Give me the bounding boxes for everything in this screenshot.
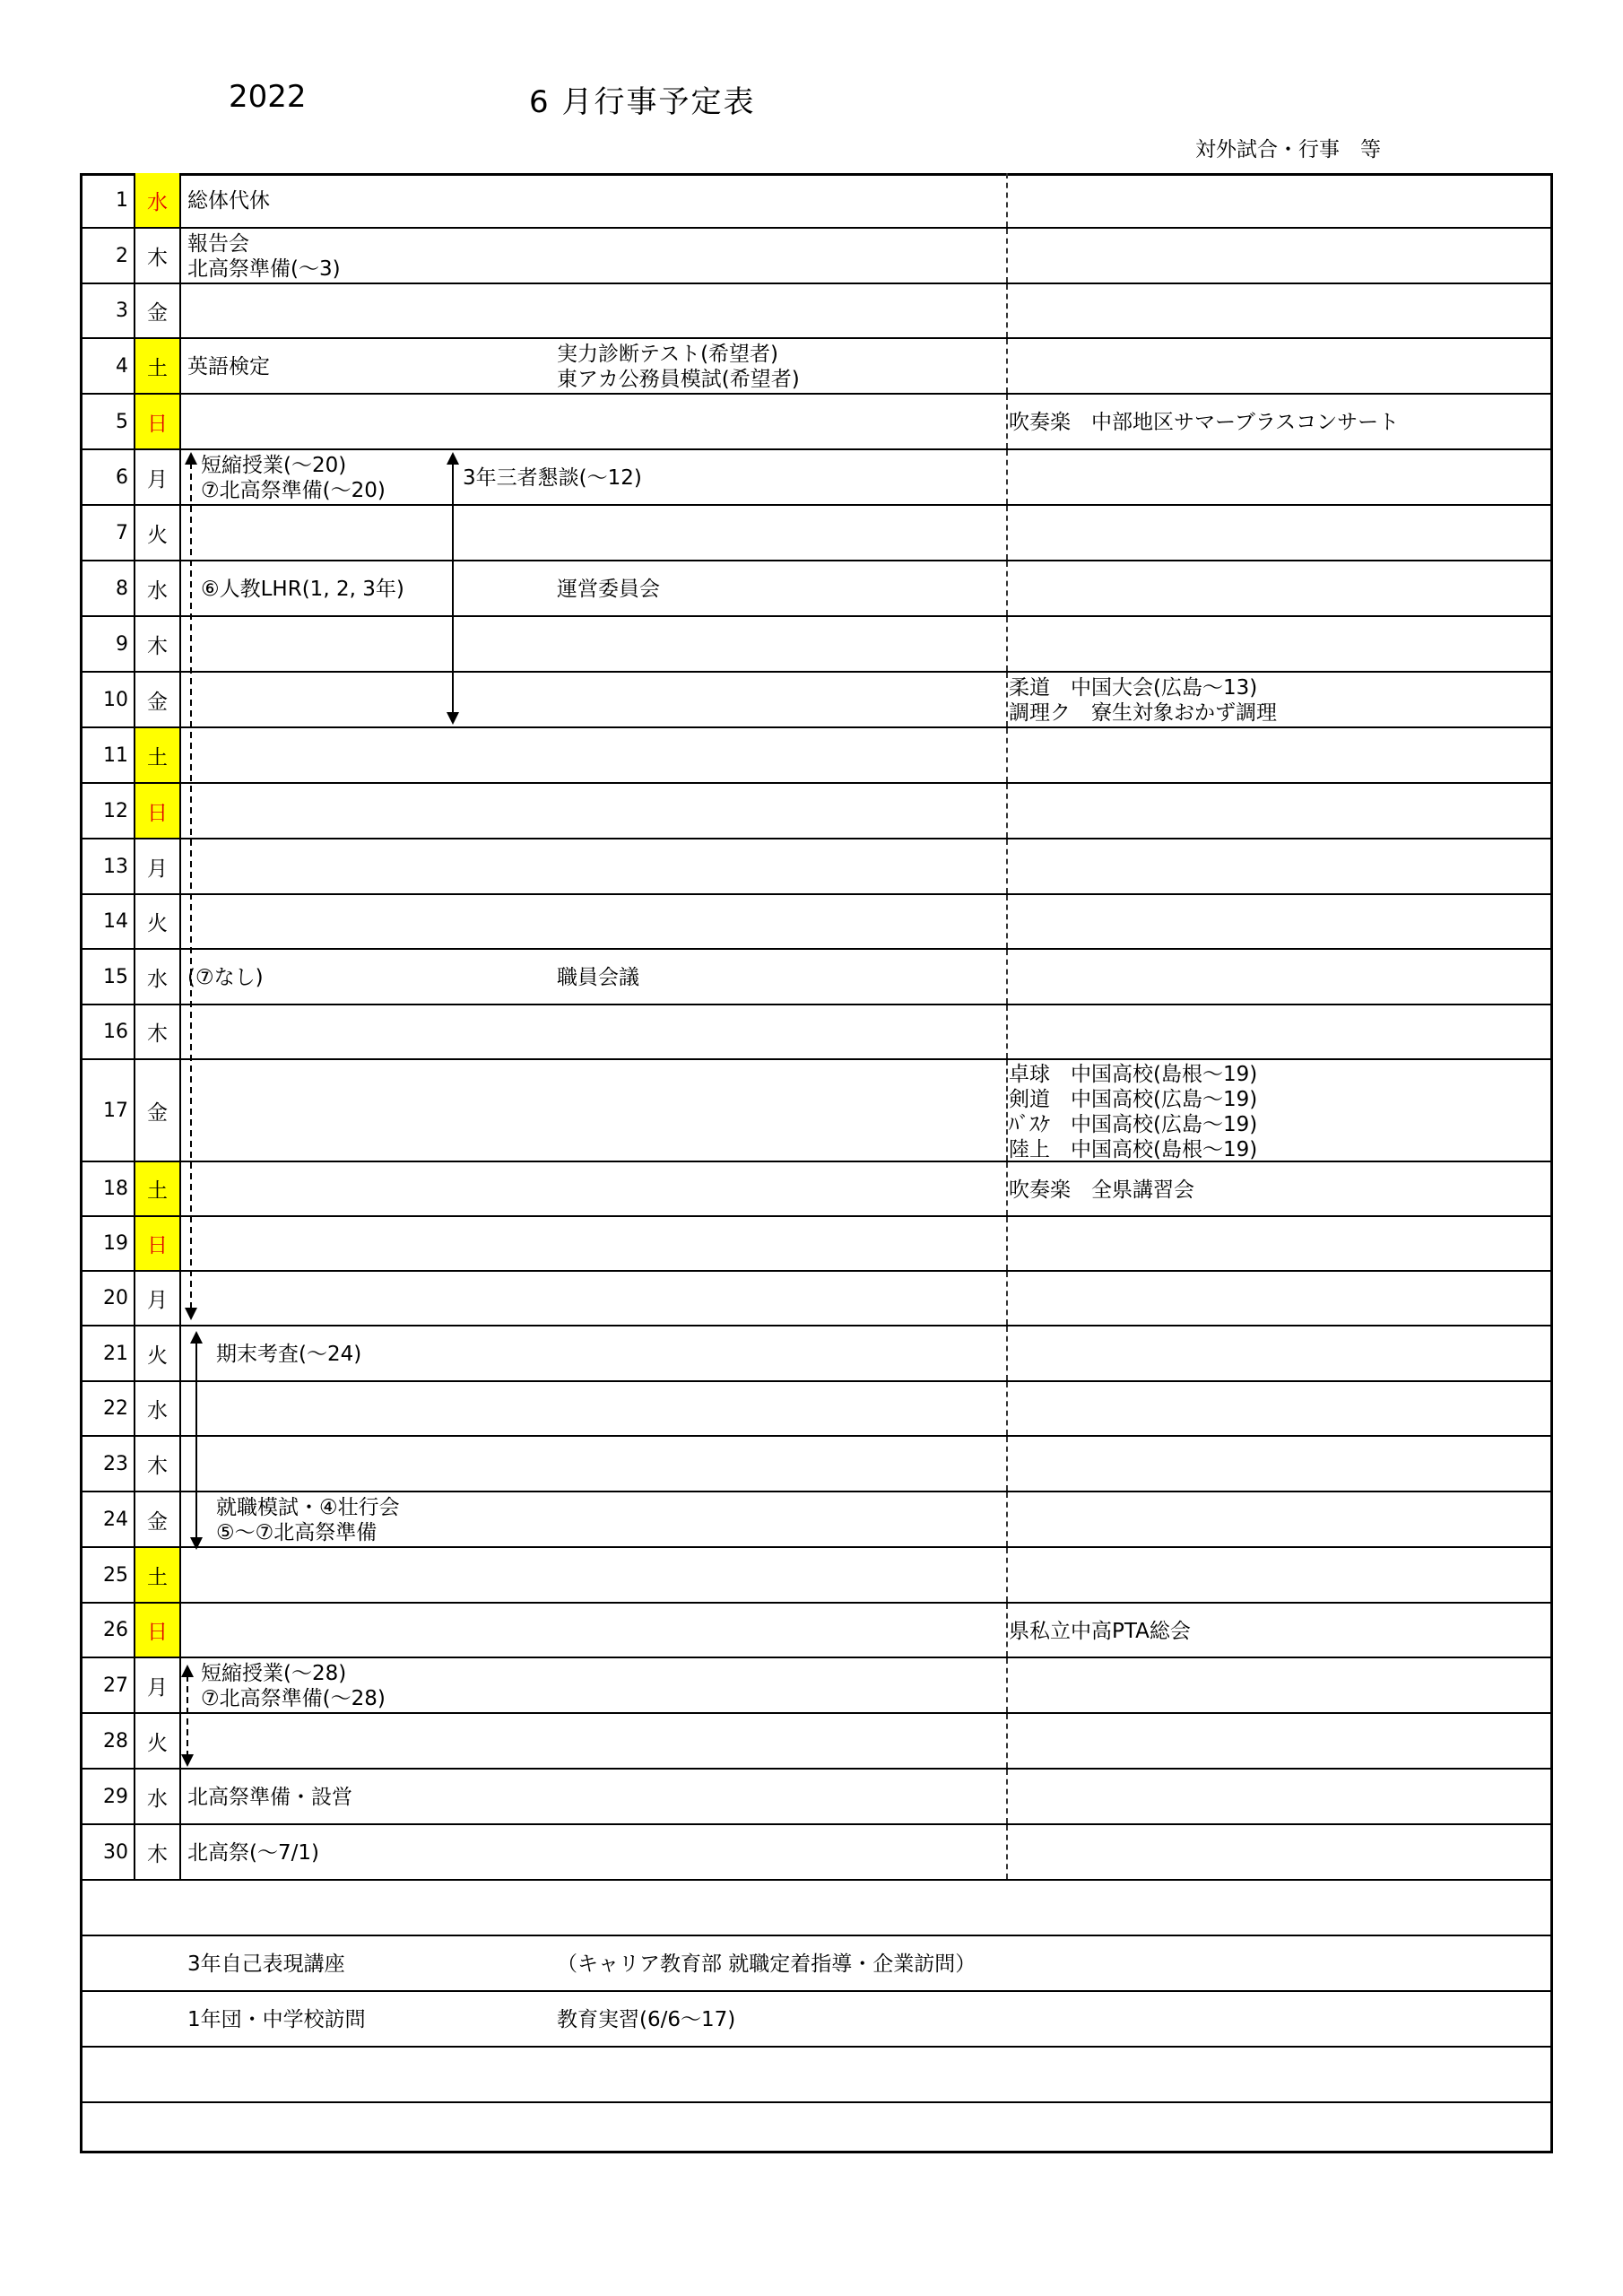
weekday-cell: 月 xyxy=(135,450,181,504)
external-event: 県私立中高PTA総会 xyxy=(1009,1619,1191,1643)
date-cell: 23 xyxy=(80,1437,135,1491)
footer-row xyxy=(80,1936,1553,1992)
date-cell: 4 xyxy=(80,339,135,393)
school-event: ⑤～⑦北高祭準備 xyxy=(216,1521,378,1544)
weekday-cell: 木 xyxy=(135,617,181,671)
schedule-row xyxy=(80,1382,1553,1437)
date-cell: 6 xyxy=(80,450,135,504)
school-event: (⑦なし) xyxy=(187,966,264,989)
column-divider xyxy=(1006,784,1008,838)
date-cell: 2 xyxy=(80,229,135,283)
weekday-cell: 火 xyxy=(135,1714,181,1768)
schedule-row xyxy=(80,395,1553,450)
schedule-row xyxy=(80,506,1553,561)
column-divider xyxy=(1006,284,1008,337)
column-divider xyxy=(1006,839,1008,893)
column-divider xyxy=(1006,395,1008,448)
weekday-cell: 木 xyxy=(135,1825,181,1879)
column-subtitle: 対外試合・行事 等 xyxy=(1195,138,1381,161)
school-event: 就職模試・④壮行会 xyxy=(216,1496,400,1519)
schedule-row xyxy=(80,561,1553,617)
schedule-row xyxy=(80,1060,1553,1162)
date-cell: 5 xyxy=(80,395,135,448)
date-cell: 9 xyxy=(80,617,135,671)
column-divider xyxy=(1006,1060,1008,1161)
column-divider xyxy=(1006,1272,1008,1325)
schedule-row xyxy=(80,950,1553,1005)
column-divider xyxy=(1006,1005,1008,1058)
external-event: 陸上 中国高校(島根～19) xyxy=(1009,1138,1258,1161)
external-event: 吹奏楽 全県講習会 xyxy=(1009,1178,1194,1202)
date-cell: 27 xyxy=(80,1658,135,1712)
schedule-row xyxy=(80,617,1553,673)
school-event-secondary: 運営委員会 xyxy=(557,578,660,601)
column-divider xyxy=(1006,561,1008,615)
column-divider xyxy=(1006,1326,1008,1380)
column-divider xyxy=(1006,229,1008,283)
weekday-cell: 日 xyxy=(135,1604,181,1657)
school-event-secondary: 実力診断テスト(希望者) xyxy=(557,343,779,366)
date-cell: 30 xyxy=(80,1825,135,1879)
footer-row xyxy=(80,2103,1553,2153)
external-event: ﾊﾞｽｹ 中国高校(広島～19) xyxy=(1009,1113,1258,1136)
weekday-cell: 木 xyxy=(135,1005,181,1058)
schedule-row xyxy=(80,229,1553,284)
date-cell: 16 xyxy=(80,1005,135,1058)
weekday-cell: 金 xyxy=(135,673,181,726)
weekday-cell: 日 xyxy=(135,1217,181,1270)
school-event: 英語検定 xyxy=(187,355,270,378)
schedule-row xyxy=(80,1437,1553,1492)
school-event-secondary: 職員会議 xyxy=(557,966,639,989)
weekday-cell: 水 xyxy=(135,173,181,227)
school-event: 短縮授業(～20) xyxy=(201,454,347,477)
date-cell: 10 xyxy=(80,673,135,726)
school-event-secondary: 3年三者懇談(～12) xyxy=(463,466,642,490)
date-cell: 24 xyxy=(80,1492,135,1546)
school-event: ⑥人教LHR(1, 2, 3年) xyxy=(201,578,404,601)
weekday-cell: 金 xyxy=(135,1492,181,1546)
column-divider xyxy=(1006,673,1008,726)
footer-note: 3年自己表現講座 xyxy=(187,1952,345,1976)
date-cell: 3 xyxy=(80,284,135,337)
schedule-row xyxy=(80,450,1553,506)
date-cell: 8 xyxy=(80,561,135,615)
column-divider xyxy=(1006,1382,1008,1435)
footer-note: 教育実習(6/6～17) xyxy=(557,2008,736,2031)
schedule-row xyxy=(80,1658,1553,1714)
weekday-cell: 日 xyxy=(135,784,181,838)
weekday-cell: 木 xyxy=(135,229,181,283)
schedule-row xyxy=(80,895,1553,950)
column-divider xyxy=(1006,1604,1008,1657)
external-event: 柔道 中国大会(広島～13) xyxy=(1009,676,1258,700)
date-cell: 18 xyxy=(80,1162,135,1215)
schedule-row xyxy=(80,1217,1553,1272)
date-cell: 25 xyxy=(80,1548,135,1602)
date-cell: 12 xyxy=(80,784,135,838)
column-divider xyxy=(1006,173,1008,227)
footer-row xyxy=(80,2048,1553,2103)
column-divider xyxy=(1006,1162,1008,1215)
column-divider xyxy=(1006,1658,1008,1712)
weekday-cell: 土 xyxy=(135,339,181,393)
weekday-cell: 土 xyxy=(135,728,181,782)
date-cell: 21 xyxy=(80,1326,135,1380)
footer-row xyxy=(80,1992,1553,2048)
school-event: 北高祭準備・設営 xyxy=(187,1786,352,1809)
school-event: 報告会 xyxy=(187,232,249,256)
column-divider xyxy=(1006,1770,1008,1823)
external-event: 剣道 中国高校(広島～19) xyxy=(1009,1088,1258,1111)
schedule-row xyxy=(80,728,1553,784)
weekday-cell: 月 xyxy=(135,839,181,893)
date-cell: 20 xyxy=(80,1272,135,1325)
date-cell: 22 xyxy=(80,1382,135,1435)
column-divider xyxy=(1006,950,1008,1004)
schedule-row xyxy=(80,1770,1553,1825)
school-event: 北高祭(～7/1) xyxy=(187,1841,319,1865)
schedule-row xyxy=(80,1714,1553,1770)
weekday-cell: 火 xyxy=(135,895,181,948)
footer-row xyxy=(80,1881,1553,1936)
date-cell: 7 xyxy=(80,506,135,560)
weekday-cell: 水 xyxy=(135,1770,181,1823)
column-divider xyxy=(1006,1437,1008,1491)
weekday-cell: 木 xyxy=(135,1437,181,1491)
school-event: 短縮授業(～28) xyxy=(201,1662,347,1685)
schedule-row xyxy=(80,284,1553,339)
weekday-cell: 月 xyxy=(135,1658,181,1712)
date-cell: 1 xyxy=(80,173,135,227)
date-cell: 26 xyxy=(80,1604,135,1657)
external-event: 調理ク 寮生対象おかず調理 xyxy=(1009,701,1277,725)
weekday-cell: 土 xyxy=(135,1162,181,1215)
schedule-row xyxy=(80,1825,1553,1881)
date-cell: 14 xyxy=(80,895,135,948)
date-cell: 28 xyxy=(80,1714,135,1768)
schedule-row xyxy=(80,173,1553,229)
schedule-row xyxy=(80,839,1553,895)
footer-note: （キャリア教育部 就職定着指導・企業訪問） xyxy=(557,1952,976,1976)
weekday-cell: 月 xyxy=(135,1272,181,1325)
school-event: ⑦北高祭準備(～28) xyxy=(201,1687,386,1710)
schedule-row xyxy=(80,784,1553,839)
weekday-cell: 水 xyxy=(135,1382,181,1435)
column-divider xyxy=(1006,617,1008,671)
year-label: 2022 xyxy=(229,79,307,115)
column-divider xyxy=(1006,895,1008,948)
weekday-cell: 水 xyxy=(135,561,181,615)
schedule-row xyxy=(80,1326,1553,1382)
weekday-cell: 火 xyxy=(135,506,181,560)
date-cell: 13 xyxy=(80,839,135,893)
weekday-cell: 金 xyxy=(135,1060,181,1161)
column-divider xyxy=(1006,728,1008,782)
schedule-row xyxy=(80,1272,1553,1326)
schedule-row xyxy=(80,1005,1553,1060)
column-divider xyxy=(1006,450,1008,504)
date-cell: 15 xyxy=(80,950,135,1004)
weekday-cell: 水 xyxy=(135,950,181,1004)
weekday-cell: 金 xyxy=(135,284,181,337)
schedule-row xyxy=(80,673,1553,728)
footer-note: 1年団・中学校訪問 xyxy=(187,2008,366,2031)
school-event: ⑦北高祭準備(～20) xyxy=(201,479,386,502)
column-divider xyxy=(1006,339,1008,393)
column-divider xyxy=(1006,1217,1008,1270)
weekday-cell: 火 xyxy=(135,1326,181,1380)
external-event: 卓球 中国高校(島根～19) xyxy=(1009,1063,1258,1086)
external-event: 吹奏楽 中部地区サマーブラスコンサート xyxy=(1009,411,1400,434)
schedule-row xyxy=(80,1162,1553,1217)
weekday-cell: 土 xyxy=(135,1548,181,1602)
schedule-row xyxy=(80,1492,1553,1548)
column-divider xyxy=(1006,1492,1008,1546)
weekday-cell: 日 xyxy=(135,395,181,448)
date-cell: 29 xyxy=(80,1770,135,1823)
school-event: 北高祭準備(～3) xyxy=(187,257,341,281)
page-title: 6 月行事予定表 xyxy=(529,84,756,120)
date-cell: 11 xyxy=(80,728,135,782)
column-divider xyxy=(1006,1714,1008,1768)
column-divider xyxy=(1006,1825,1008,1879)
date-cell: 17 xyxy=(80,1060,135,1161)
schedule-row xyxy=(80,1548,1553,1604)
school-event-secondary: 東アカ公務員模試(希望者) xyxy=(557,368,800,391)
schedule-row xyxy=(80,1604,1553,1658)
date-cell: 19 xyxy=(80,1217,135,1270)
column-divider xyxy=(1006,1548,1008,1602)
school-event: 総体代休 xyxy=(187,189,270,213)
schedule-row xyxy=(80,339,1553,395)
column-divider xyxy=(1006,506,1008,560)
school-event: 期末考査(～24) xyxy=(216,1343,362,1366)
